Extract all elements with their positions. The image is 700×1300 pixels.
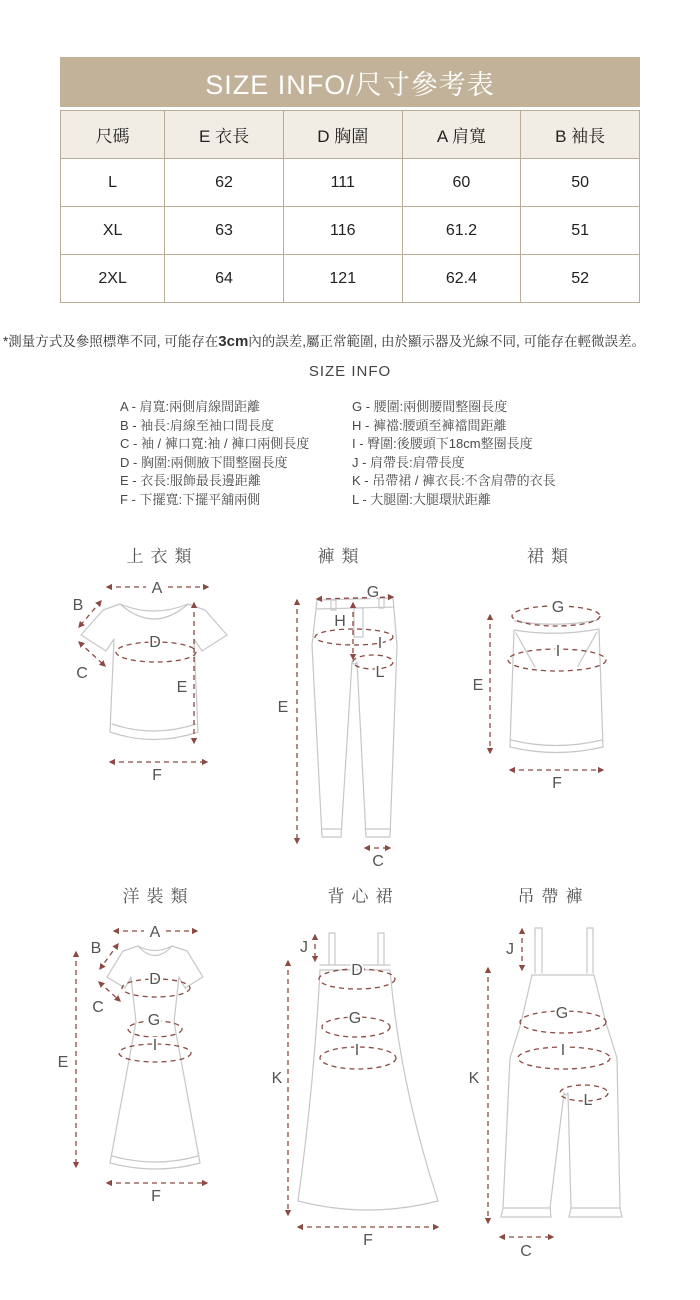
diagram-skirt: [470, 545, 625, 800]
value-cell: 63: [165, 207, 284, 255]
col-header-length: E 衣長: [165, 111, 284, 159]
label-I: I: [152, 1037, 158, 1054]
legend-right-column: [352, 398, 556, 509]
legend-item: H - 褲襠:腰頭至褲襠間距離: [352, 417, 507, 433]
legend-item: G - 腰圍:兩側腰間整圈長度: [352, 399, 508, 414]
table-row: [61, 207, 640, 255]
size-cell: L: [61, 159, 165, 207]
measure-ellipse-L: [353, 655, 393, 669]
diagram-tops: [68, 545, 250, 785]
legend-item: C - 袖 / 褲口寬:袖 / 褲口兩側長度: [120, 436, 310, 451]
diagram-title: 裙類: [527, 547, 575, 566]
table-row: [61, 159, 640, 207]
diagram-title: 褲類: [317, 547, 366, 566]
value-cell: 62.4: [402, 255, 521, 303]
value-cell: 64: [165, 255, 284, 303]
label-K: K: [468, 1070, 480, 1087]
label-E: E: [472, 677, 484, 694]
tshirt-outline: [81, 604, 227, 740]
diagram-title: 上衣類: [126, 547, 199, 566]
value-cell: 111: [283, 159, 402, 207]
label-I: I: [560, 1042, 566, 1059]
label-H: H: [334, 613, 346, 630]
skirt-diagram-svg: [470, 595, 625, 800]
legend-item: K - 吊帶裙 / 褲衣長:不含肩帶的衣長: [352, 473, 556, 488]
diagram-overalls: [465, 885, 635, 1265]
disclaimer-prefix: *測量方式及參照標準不同, 可能存在: [3, 334, 219, 349]
label-A: A: [151, 580, 163, 597]
size-table: [60, 110, 640, 303]
col-header-size: 尺碼: [61, 111, 165, 159]
overalls-diagram-svg: [465, 925, 635, 1265]
diagram-vest-skirt: [270, 885, 450, 1260]
value-cell: 116: [283, 207, 402, 255]
value-cell: 62: [165, 159, 284, 207]
label-G: G: [366, 585, 380, 601]
label-E: E: [176, 679, 188, 696]
label-F: F: [152, 767, 162, 784]
label-J: J: [506, 941, 514, 958]
disclaimer-suffix: 內的誤差,屬正常範圍, 由於顯示器及光線不同, 可能存在輕微誤差。: [248, 334, 646, 349]
size-table-header-row: [61, 111, 640, 159]
label-G: G: [555, 1005, 569, 1022]
value-cell: 60: [402, 159, 521, 207]
label-C: C: [76, 665, 88, 682]
label-C: C: [92, 999, 104, 1016]
banner-title: SIZE INFO/尺寸參考表: [205, 69, 495, 100]
label-E: E: [277, 699, 289, 716]
label-D: D: [351, 962, 363, 979]
label-K: K: [271, 1070, 283, 1087]
col-header-sleeve: B 袖長: [521, 111, 640, 159]
label-I: I: [377, 635, 383, 652]
label-C: C: [372, 853, 384, 870]
table-row: [61, 255, 640, 303]
label-L: L: [583, 1092, 593, 1109]
size-cell: XL: [61, 207, 165, 255]
label-E: E: [57, 1054, 69, 1071]
diagram-dress: [50, 885, 260, 1270]
col-header-shoulder: A 肩寬: [402, 111, 521, 159]
legend-item: J - 肩帶長:肩帶長度: [352, 454, 465, 470]
value-cell: 61.2: [402, 207, 521, 255]
legend-item: L - 大腿圍:大腿環狀距離: [352, 491, 491, 507]
value-cell: 121: [283, 255, 402, 303]
label-G: G: [348, 1010, 362, 1027]
label-G: G: [551, 599, 565, 616]
col-header-bust: D 胸圍: [283, 111, 402, 159]
disclaimer-highlight: 3cm: [218, 333, 249, 350]
vest-skirt-outline: [298, 933, 438, 1210]
pants-diagram-svg: [276, 585, 400, 870]
value-cell: 52: [521, 255, 640, 303]
label-D: D: [149, 971, 161, 988]
label-F: F: [552, 775, 562, 792]
measurement-disclaimer: [3, 330, 699, 350]
label-J: J: [300, 939, 308, 956]
label-I: I: [555, 643, 561, 660]
size-info-banner: [60, 57, 640, 107]
legend-item: D - 胸圍:兩側腋下間整圈長度: [120, 454, 288, 470]
vest-skirt-diagram-svg: [270, 925, 450, 1260]
tops-diagram-svg: [68, 580, 250, 785]
label-A: A: [149, 925, 161, 941]
label-I: I: [354, 1042, 360, 1059]
diagram-title: 背心裙: [327, 887, 400, 906]
legend-item: F - 下擺寬:下擺平舖兩側: [120, 491, 261, 507]
value-cell: 51: [521, 207, 640, 255]
pants-outline: [312, 598, 397, 837]
legend-left-column: [120, 398, 309, 509]
label-F: F: [363, 1232, 373, 1249]
label-B: B: [72, 597, 84, 614]
skirt-outline: [510, 620, 603, 753]
measure-line-B: [100, 944, 118, 969]
dress-diagram-svg: [50, 925, 260, 1270]
overalls-outline: [501, 928, 622, 1217]
size-cell: 2XL: [61, 255, 165, 303]
label-B: B: [90, 940, 102, 957]
label-G: G: [147, 1012, 161, 1029]
diagram-title: 洋裝類: [122, 887, 195, 906]
legend-item: B - 袖長:肩線至袖口間長度: [120, 417, 274, 433]
label-L: L: [375, 664, 385, 681]
measure-line-C: [79, 642, 105, 666]
section-title: SIZE INFO: [308, 363, 392, 380]
diagram-pants: [276, 545, 400, 870]
label-F: F: [151, 1188, 161, 1205]
diagram-title: 吊帶褲: [517, 887, 590, 906]
legend-item: E - 衣長:服飾最長邊距離: [120, 473, 261, 488]
legend-item: I - 臀圍:後腰頭下18cm整圈長度: [352, 436, 533, 451]
label-D: D: [149, 634, 161, 651]
label-C: C: [520, 1243, 532, 1260]
value-cell: 50: [521, 159, 640, 207]
legend-item: A - 肩寬:兩側肩線間距離: [120, 399, 261, 414]
